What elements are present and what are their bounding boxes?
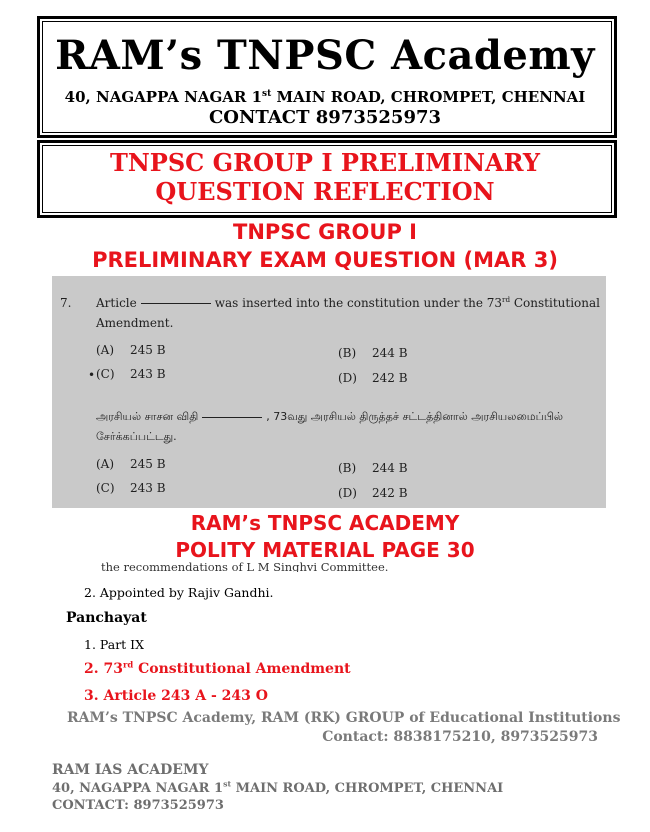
footer-contact: CONTACT: 8973525973: [52, 798, 224, 813]
footer-address-post: MAIN ROAD, CHROMPET, CHENNAI: [231, 781, 504, 796]
question-number: 7.: [60, 296, 72, 310]
academy-name: RAM’s TNPSC Academy: [55, 32, 595, 79]
material-line-1: RAM’s TNPSC ACADEMY: [190, 511, 460, 535]
footer-address-sup: st: [223, 779, 232, 789]
header-address-post: MAIN ROAD, CHROMPET, CHENNAI: [271, 88, 586, 106]
header-address-sup: st: [262, 89, 272, 99]
answer-blank: [141, 303, 211, 304]
option-en-d-value: 242 B: [372, 371, 408, 385]
header-contact: CONTACT 8973525973: [208, 107, 442, 128]
amend-post: Constitutional Amendment: [133, 661, 351, 677]
option-en-a-key: (A): [96, 343, 115, 357]
excerpt-item-appointed: 2. Appointed by Rajiv Gandhi.: [84, 585, 274, 600]
footer-address-pre: 40, NAGAPPA NAGAR 1: [52, 781, 224, 796]
option-ta-b-key: (B): [338, 461, 357, 475]
question-english-line-2: Amendment.: [96, 316, 174, 330]
option-en-c-value: 243 B: [130, 367, 166, 381]
excerpt-cut-line: the recommendations of L M Singhvi Committee.: [101, 562, 389, 572]
header-address-pre: 40, NAGAPPA NAGAR 1: [64, 88, 263, 106]
material-line-2: POLITY MATERIAL PAGE 30: [175, 538, 475, 562]
question-en-sup: rd: [502, 295, 511, 304]
option-ta-a-value: 245 B: [130, 457, 166, 471]
question-english-line-1: [96, 296, 600, 310]
option-en-b-key: (B): [338, 346, 357, 360]
question-ta-part2: , 73வது அரசியல் திருத்தச் சட்டத்தினால் அரசியலமைப்பில்: [266, 410, 563, 423]
exam-line-2: PRELIMINARY EXAM QUESTION (MAR 3): [92, 248, 558, 272]
option-ta-b-value: 244 B: [372, 461, 408, 475]
title-line-1: TNPSC GROUP I PRELIMINARY: [110, 148, 540, 177]
excerpt-item-article: 3. Article 243 A - 243 O: [84, 688, 268, 704]
option-en-b-value: 244 B: [372, 346, 408, 360]
excerpt-item-part: 1. Part IX: [84, 637, 145, 652]
excerpt-item-amendment: [84, 661, 351, 677]
answer-blank-tamil: [202, 417, 262, 418]
option-ta-a-key: (A): [96, 457, 115, 471]
excerpt-heading-panchayat: Panchayat: [66, 610, 147, 626]
option-en-a-value: 245 B: [130, 343, 166, 357]
tick-mark: •: [88, 368, 96, 382]
excerpt-footer-contact: Contact: 8838175210, 8973525973: [322, 729, 598, 745]
question-en-part1: Article: [96, 296, 137, 310]
amend-sup: rd: [122, 659, 134, 670]
footer-name: RAM IAS ACADEMY: [52, 762, 209, 778]
option-en-c-key: (C): [96, 367, 115, 381]
option-en-d-key: (D): [338, 371, 357, 385]
question-en-part2: was inserted into the constitution under the 73: [214, 296, 503, 310]
header-address: [0, 88, 650, 106]
excerpt-footer-institution: RAM’s TNPSC Academy, RAM (RK) GROUP of Educational Institutions: [67, 710, 621, 726]
amend-pre: 2. 73: [84, 661, 123, 677]
option-ta-c-value: 243 B: [130, 481, 166, 495]
question-scan: [52, 276, 606, 508]
option-ta-c-key: (C): [96, 481, 115, 495]
footer-address: [52, 781, 503, 796]
question-en-part3: Constitutional: [510, 296, 600, 310]
question-ta-part1: அரசியல் சாசன விதி: [96, 410, 199, 423]
title-line-2: QUESTION REFLECTION: [155, 177, 495, 206]
question-tamil-line-2: சேர்க்கப்பட்டது.: [96, 430, 177, 443]
option-ta-d-key: (D): [338, 486, 357, 500]
exam-line-1: TNPSC GROUP I: [233, 220, 417, 244]
question-tamil-line-1: [96, 410, 563, 425]
option-ta-d-value: 242 B: [372, 486, 408, 500]
